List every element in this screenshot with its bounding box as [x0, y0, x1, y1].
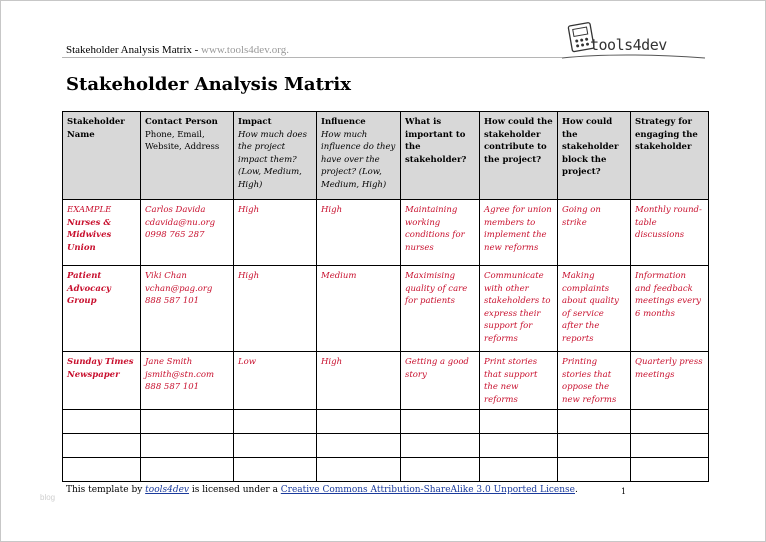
cell-contact: Viki Chan vchan@pag.org 888 587 101: [141, 266, 234, 352]
header-doc-name: Stakeholder Analysis Matrix: [66, 44, 192, 56]
cell-influence: High: [317, 200, 401, 266]
table-row: [63, 266, 709, 352]
page-number: 1: [621, 487, 627, 496]
cell-important: Getting a good story: [401, 352, 480, 410]
header-influence: Influence How much influence do they have over the project? (Low, Medium, High): [317, 112, 401, 200]
cell-stakeholder-name: Patient Advocacy Group: [63, 266, 141, 352]
header-important: What is important to the stakeholder?: [401, 112, 480, 200]
footer-prefix: This template by: [66, 485, 146, 495]
cell-block: Going on strike: [558, 200, 631, 266]
cell-impact: High: [234, 200, 317, 266]
header-contribute: How could the stakeholder contribute to the project?: [480, 112, 558, 200]
cell-block: Printing stories that oppose the new reforms: [558, 352, 631, 410]
license-footer: [66, 485, 578, 495]
table-header-row: [63, 112, 709, 200]
cell-influence: Medium: [317, 266, 401, 352]
cell-contribute: Communicate with other stakeholders to express their support for reforms: [480, 266, 558, 352]
cell-contact: Jane Smith jsmith@stn.com 888 587 101: [141, 352, 234, 410]
cell-impact: Low: [234, 352, 317, 410]
header-url: www.tools4dev.org.: [201, 44, 289, 56]
cell-contribute: Agree for union members to implement the new reforms: [480, 200, 558, 266]
cell-influence: High: [317, 352, 401, 410]
cell-important: Maintaining working conditions for nurses: [401, 200, 480, 266]
cell-impact: High: [234, 266, 317, 352]
cell-stakeholder-name: EXAMPLE Nurses & Midwives Union: [63, 200, 141, 266]
footer-middle: is licensed under a: [189, 485, 281, 495]
cell-contribute: Print stories that support the new reforms: [480, 352, 558, 410]
running-header: [66, 44, 289, 56]
cell-stakeholder-name: Sunday Times Newspaper: [63, 352, 141, 410]
cell-block: Making complaints about quality of service after the reports: [558, 266, 631, 352]
empty-row: [63, 458, 709, 482]
header-block: How could the stakeholder block the project?: [558, 112, 631, 200]
header-impact: Impact How much does the project impact them? (Low, Medium, High): [234, 112, 317, 200]
header-strategy: Strategy for engaging the stakeholder: [631, 112, 709, 200]
header-stakeholder-name: Stakeholder Name: [63, 112, 141, 200]
license-link[interactable]: Creative Commons Attribution-ShareAlike 3.0 Unported License: [280, 485, 575, 495]
cell-strategy: Quarterly press meetings: [631, 352, 709, 410]
footer-suffix: .: [575, 485, 578, 495]
cell-strategy: Monthly round-table discussions: [631, 200, 709, 266]
tools4dev-link[interactable]: tools4dev: [145, 485, 190, 495]
table-row: [63, 200, 709, 266]
cell-important: Maximising quality of care for patients: [401, 266, 480, 352]
table-row: [63, 352, 709, 410]
cell-strategy: Information and feedback meetings every 6 months: [631, 266, 709, 352]
logo-text: tools4dev: [590, 36, 667, 54]
stakeholder-table: [62, 111, 709, 482]
empty-row: [63, 434, 709, 458]
header-rule: [62, 57, 562, 58]
header-contact-person: Contact Person Phone, Email, Website, Address: [141, 112, 234, 200]
header-separator: -: [191, 44, 202, 56]
cell-contact: Carlos Davida cdavida@nu.org 0998 765 287: [141, 200, 234, 266]
watermark-text: blog: [40, 493, 56, 502]
page-title: Stakeholder Analysis Matrix: [66, 74, 351, 95]
empty-row: [63, 410, 709, 434]
